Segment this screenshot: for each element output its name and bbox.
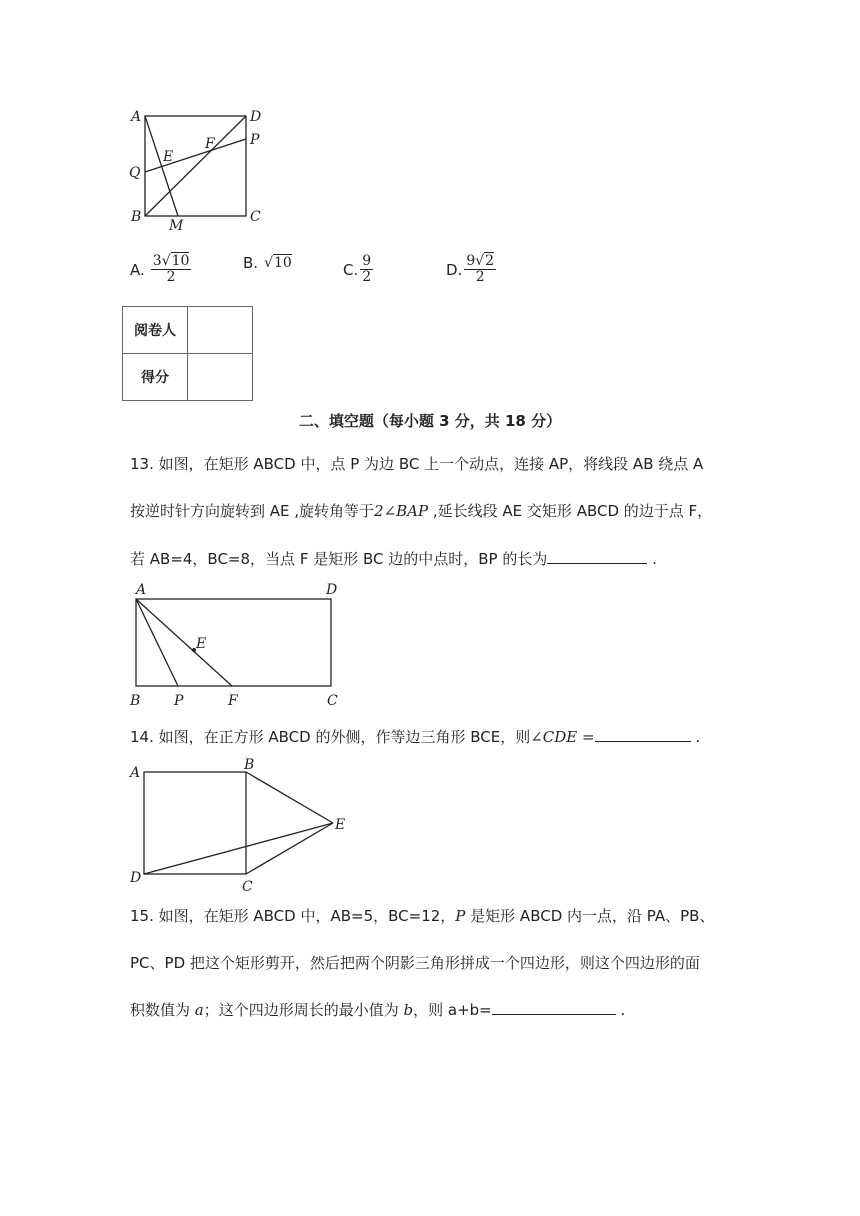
- label-A: A: [130, 765, 141, 781]
- option-b: B. √10: [243, 254, 292, 272]
- q13-math: 2∠BAP: [374, 502, 429, 520]
- label-B: B: [131, 209, 142, 225]
- label-B: B: [130, 693, 141, 709]
- score-label: 得分: [123, 354, 188, 401]
- label-P: P: [174, 693, 184, 709]
- figure-q12: [125, 104, 275, 234]
- figure-q13: [126, 580, 346, 710]
- option-letter: B.: [243, 254, 259, 272]
- q15-line-2: PC、PD 把这个矩形剪开，然后把两个阴影三角形拼成一个四边形，则这个四边形的面: [130, 954, 700, 972]
- q13-line-1: 13. 如图，在矩形 ABCD 中，点 P 为边 BC 上一个动点，连接 AP，将线段 AB 绕点 A: [130, 455, 704, 473]
- label-E: E: [196, 636, 207, 652]
- label-E: E: [163, 149, 174, 165]
- grader-cell: [188, 307, 253, 354]
- label-D: D: [250, 109, 262, 125]
- option-letter: C.: [343, 260, 359, 279]
- q14-line: 14. 如图，在正方形 ABCD 的外侧，作等边三角形 BCE，则∠CDE = .: [130, 725, 750, 749]
- answer-blank-14[interactable]: [595, 725, 691, 742]
- answer-blank-15[interactable]: [492, 998, 616, 1015]
- grader-label: 阅卷人: [123, 307, 188, 354]
- score-cell: [188, 354, 253, 401]
- fraction: $\frac{9}{2}$: [362, 253, 372, 286]
- q14-math: ∠CDE =: [530, 728, 595, 746]
- label-A: A: [136, 582, 147, 598]
- label-E: E: [335, 817, 346, 833]
- answer-blank-13[interactable]: [547, 547, 647, 564]
- figure-q14: [126, 757, 356, 897]
- label-A: A: [131, 109, 142, 125]
- score-table: [122, 306, 253, 401]
- label-D: D: [326, 582, 338, 598]
- label-F: F: [205, 136, 215, 152]
- q15-line-1: 15. 如图，在矩形 ABCD 中，AB=5，BC=12，P 是矩形 ABCD 内一点，沿 PA、PB、: [130, 907, 715, 925]
- label-P: P: [250, 132, 260, 148]
- label-M: M: [169, 218, 184, 234]
- option-d: [446, 254, 496, 286]
- q13-line-2: 按逆时针方向旋转到 AE ,旋转角等于2∠BAP ,延长线段 AE 交矩形 ABCD 的边于点 F，: [130, 502, 713, 520]
- label-B: B: [244, 757, 255, 773]
- q15-line-3: 积数值为 a；这个四边形周长的最小值为 b，则 a+b= .: [130, 998, 750, 1022]
- option-c: [343, 254, 373, 286]
- option-letter: D.: [446, 260, 463, 279]
- q13-line-3: 若 AB=4，BC=8，当点 F 是矩形 BC 边的中点时，BP 的长为 .: [130, 547, 750, 571]
- label-F: F: [228, 693, 238, 709]
- fraction: $\frac{9√2}{2}$: [466, 253, 495, 286]
- label-C: C: [250, 209, 261, 225]
- option-a: [130, 254, 191, 286]
- option-letter: A.: [130, 260, 145, 279]
- label-D: D: [130, 870, 142, 886]
- label-Q: Q: [129, 165, 141, 181]
- label-C: C: [327, 693, 338, 709]
- label-C: C: [242, 879, 253, 895]
- fraction: $\frac{3√10}{2}$: [152, 253, 190, 286]
- section-title: 二、填空题（每小题 3 分，共 18 分）: [298, 412, 562, 430]
